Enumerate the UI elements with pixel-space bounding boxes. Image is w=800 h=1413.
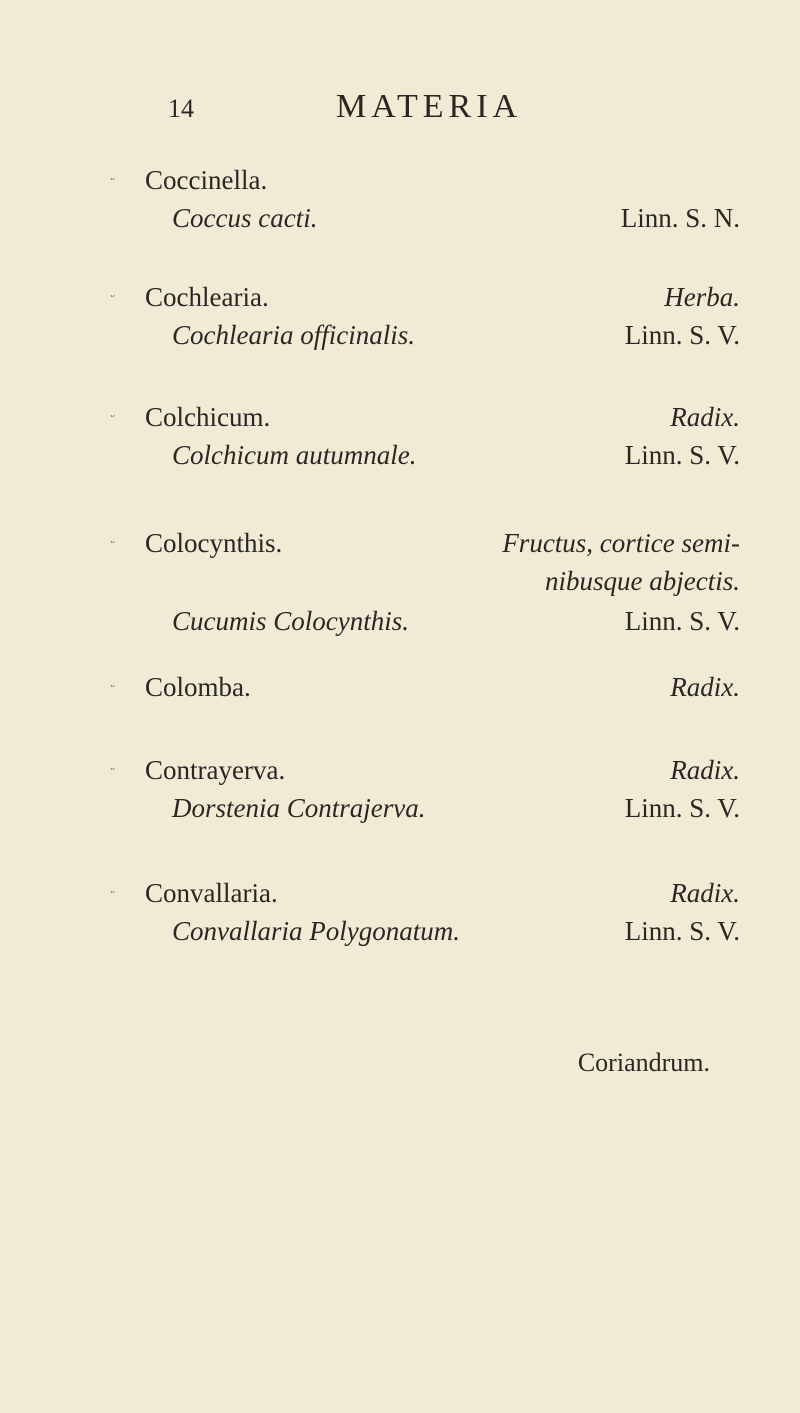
page-number: 14 — [168, 94, 194, 123]
entry-linnaeus: Linn. S. N. — [620, 203, 740, 233]
entry-part-type: Radix. — [670, 755, 740, 785]
entry-linnaeus: Linn. S. V. — [624, 440, 740, 470]
entry-name: Cochlearia. — [145, 282, 269, 312]
entry-linnaeus: Linn. S. V. — [624, 793, 740, 823]
entry-species: Colchicum autumnale. — [172, 440, 417, 470]
entry-part-type-line1: Fructus, cortice semi- — [502, 528, 740, 558]
entry-name: Contrayerva. — [145, 755, 286, 785]
entry-part-type: Herba. — [664, 282, 740, 312]
entry-name: Colomba. — [145, 672, 251, 702]
entry-species: Cochlearia officinalis. — [172, 320, 415, 350]
running-title: MATERIA — [336, 88, 523, 125]
entry-species: Convallaria Polygonatum. — [172, 916, 460, 946]
entry-species: Dorstenia Contrajerva. — [172, 793, 426, 823]
entry-name: Convallaria. — [145, 878, 278, 908]
entry-species: Coccus cacti. — [172, 203, 318, 233]
entry-linnaeus: Linn. S. V. — [624, 916, 740, 946]
entry-part-type: Radix. — [670, 878, 740, 908]
entry-name: Coccinella. — [145, 165, 268, 195]
margin-tick-mark: ᵕ — [110, 536, 114, 551]
entry-part-type: Radix. — [670, 402, 740, 432]
margin-tick-mark: ᵕ — [110, 680, 114, 695]
catchword: Coriandrum. — [577, 1048, 710, 1077]
margin-tick-mark: ᵕ — [110, 410, 114, 425]
margin-tick-mark: ᵕ — [110, 763, 114, 778]
margin-tick-mark: ᵕ — [110, 290, 114, 305]
entry-linnaeus: Linn. S. V. — [624, 320, 740, 350]
entry-part-type-line2: nibusque abjectis. — [545, 566, 740, 596]
entry-name: Colchicum. — [145, 402, 271, 432]
entry-name: Colocynthis. — [145, 528, 283, 558]
entry-linnaeus: Linn. S. V. — [624, 606, 740, 636]
page-header — [0, 88, 800, 138]
margin-tick-mark: ᵕ — [110, 173, 114, 188]
entry-species: Cucumis Colocynthis. — [172, 606, 409, 636]
entry-part-type: Radix. — [670, 672, 740, 702]
margin-tick-mark: ᵕ — [110, 886, 114, 901]
